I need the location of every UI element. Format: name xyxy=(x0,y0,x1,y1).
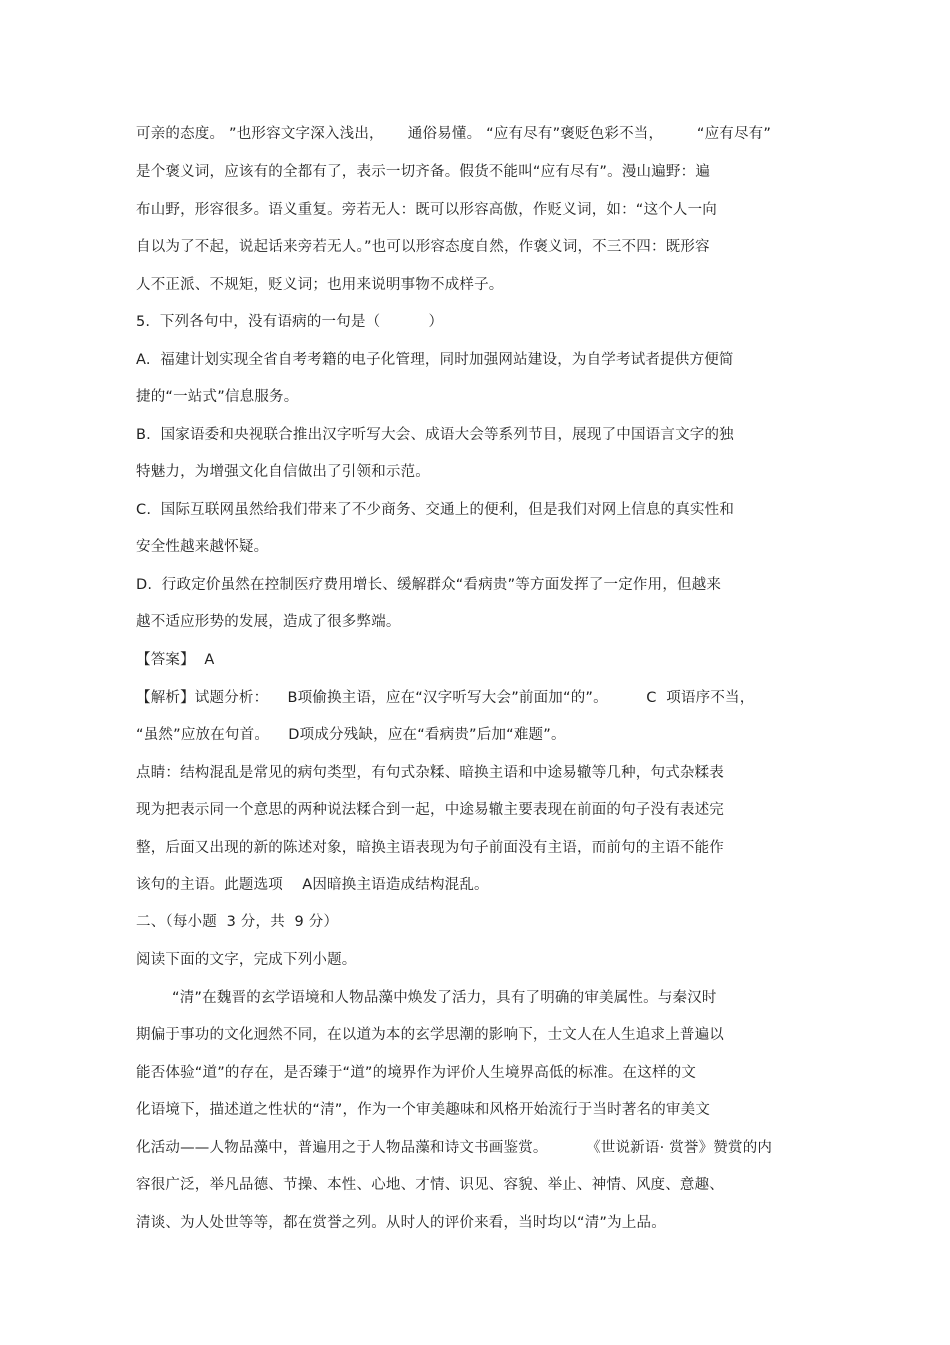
tip-line: 现为把表示同一个意思的两种说法糅合到一起，中途易辙主要表现在前面的句子没有表述完 xyxy=(136,802,724,818)
option-d-cont: 越不适应形势的发展，造成了很多弊端。 xyxy=(136,614,401,630)
tip-line: 该句的主语。此题选项 A因暗换主语造成结构混乱。 xyxy=(136,877,489,893)
option-c-cont: 安全性越来越怀疑。 xyxy=(136,539,269,555)
section-heading: 二、（每小题 3 分，共 9 分） xyxy=(136,914,339,930)
passage-line: 期偏于事功的文化迥然不同，在以道为本的玄学思潮的影响下，士文人在人生追求上普遍以 xyxy=(136,1027,724,1043)
text-line: 可亲的态度。 ”也形容文字深入浅出， 通俗易懂。 “应有尽有”褒贬色彩不当， “应有尽有” xyxy=(136,126,772,142)
analysis-line: “虽然”应放在句首。 D项成分残缺，应在“看病贵”后加“难题”。 xyxy=(136,727,566,743)
tip-line: 整，后面又出现的新的陈述对象，暗换主语表现为句子前面没有主语，而前句的主语不能作 xyxy=(136,840,724,856)
option-c: C. 国际互联网虽然给我们带来了不少商务、交通上的便利，但是我们对网上信息的真实性和 xyxy=(136,502,735,518)
text-line: 是个褒义词，应该有的全都有了，表示一切齐备。假货不能叫“应有尽有”。漫山遍野：遍 xyxy=(136,164,711,180)
option-b: B. 国家语委和央视联合推出汉字听写大会、成语大会等系列节目，展现了中国语言文字的独 xyxy=(136,427,734,443)
instruction-line: 阅读下面的文字，完成下列小题。 xyxy=(136,952,357,968)
passage-line: “清”在魏晋的玄学语境和人物品藻中焕发了活力，具有了明确的审美属性。与秦汉时 xyxy=(172,990,717,1006)
option-a-cont: 捷的“一站式”信息服务。 xyxy=(136,389,299,405)
option-d: D. 行政定价虽然在控制医疗费用增长、缓解群众“看病贵”等方面发挥了一定作用，但越来 xyxy=(136,577,722,593)
option-b-cont: 特魅力，为增强文化自信做出了引领和示范。 xyxy=(136,464,430,480)
text-line: 人不正派、不规矩，贬义词；也用来说明事物不成样子。 xyxy=(136,277,504,293)
passage-line: 化语境下，描述道之性状的“清”，作为一个审美趣味和风格开始流行于当时著名的审美文 xyxy=(136,1102,711,1118)
tip-line: 点睛：结构混乱是常见的病句类型，有句式杂糅、暗换主语和中途易辙等几种，句式杂糅表 xyxy=(136,765,724,781)
question-title: 5. 下列各句中，没有语病的一句是（ ） xyxy=(136,314,444,330)
analysis-line: 【解析】试题分析： B项偷换主语，应在“汉字听写大会”前面加“的”。 C 项语序不当， xyxy=(136,690,755,706)
passage-line: 能否体验“道”的存在，是否臻于“道”的境界作为评价人生境界高低的标准。在这样的文 xyxy=(136,1065,697,1081)
passage-line: 化活动——人物品藻中，普遍用之于人物品藻和诗文书画鉴赏。 《世说新语· 赏誉》赞赏的内 xyxy=(136,1140,773,1156)
passage-line: 容很广泛，举凡品德、节操、本性、心地、才情、识见、容貌、举止、神情、风度、意趣、 xyxy=(136,1177,724,1193)
passage-line: 清谈、为人处世等等，都在赏誉之列。从时人的评价来看，当时均以“清”为上品。 xyxy=(136,1215,666,1231)
text-line: 布山野，形容很多。语义重复。旁若无人：既可以形容高傲，作贬义词，如：“这个人一向 xyxy=(136,202,718,218)
text-line: 自以为了不起，说起话来旁若无人。”也可以形容态度自然，作褒义词，不三不四：既形容 xyxy=(136,239,710,255)
answer-line: 【答案】 A xyxy=(136,652,215,668)
option-a: A. 福建计划实现全省自考考籍的电子化管理，同时加强网站建设，为自学考试者提供方便简 xyxy=(136,352,734,368)
